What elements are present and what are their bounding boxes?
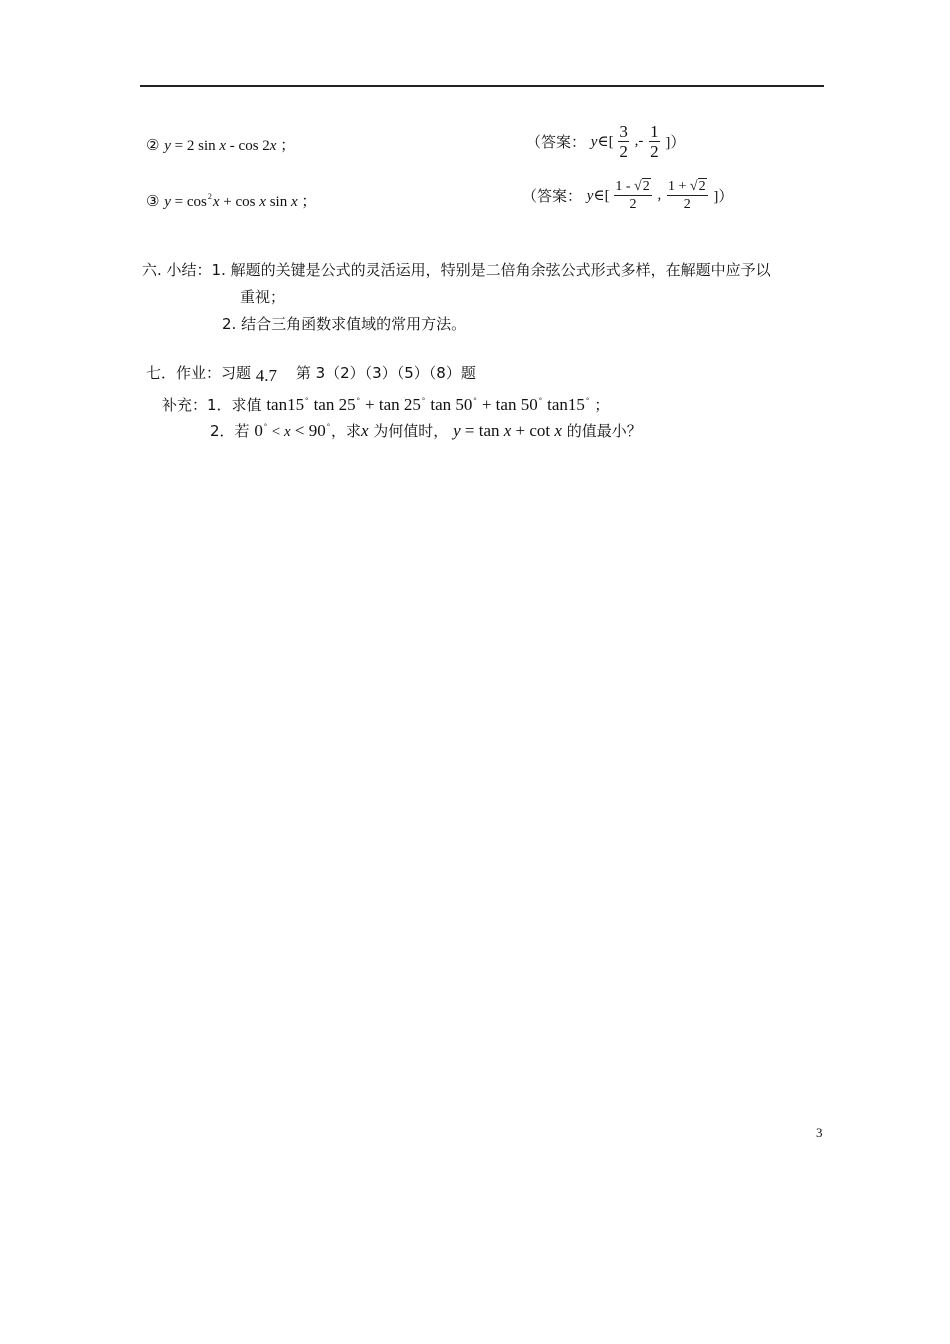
item-3-expression: ③ $y = \cos^2x + \cos x$ sin x ； [146,192,317,210]
homework-problems: 第 3（2）（3）（5）（8）题 [295,364,476,382]
item-2-answer: （答案： y∈[ $\frac{3}{2}$ ,- $\frac{1}{2}$ ]） [526,122,686,161]
supplement-1-expression: tan15° tan 25° + tan 25° tan 50° + tan 50° tan15° [266,395,590,414]
summary-line-1: 1. 解题的关键是公式的灵活运用，特别是二倍角余弦公式形式多样，在解题中应予以 [211,261,771,279]
homework-line: 七．作业：习题 4.7 第 3（2）（3）（5）（8）题 [146,364,476,385]
item-3-answer: （答案： y∈[ $\frac{1 - √2}{2}$ , $\frac{1 + √2}{2}$ ]） [522,179,734,212]
item-2-expression: ② y = 2 sin x - cos 2x ； [146,136,296,154]
item-2-marker: ② [146,136,160,154]
answer-3-fraction-2: $\frac{1 + √2}{2}$ [668,179,706,212]
answer-2-fraction-1: $\frac{3}{2}$ [619,122,628,161]
page-number: 3 [816,1125,823,1140]
summary-line-2: 2. 结合三角函数求值域的常用方法。 [222,315,467,333]
answer-2-fraction-2: $\frac{1}{2}$ [650,122,659,161]
summary-heading: 六. 小结：1. 解题的关键是公式的灵活运用，特别是二倍角余弦公式形式多样，在解题中应予以 [142,261,771,279]
item-3-marker: ③ [146,192,160,210]
header-rule [140,85,824,87]
supplement-2: 2．若 0° < x < 90°，求x 为何值时， y = tan x + cot x 的值最小？ [210,421,642,440]
answer-3-fraction-1: $\frac{1 - √2}{2}$ [615,179,650,212]
homework-section: 4.7 [255,366,278,385]
summary-line-1-continued: 重视； [240,288,286,306]
supplement-1: 补充：1．求值 tan15° tan 25° + tan 25° tan 50° + tan 50° tan15° ； [162,395,610,414]
